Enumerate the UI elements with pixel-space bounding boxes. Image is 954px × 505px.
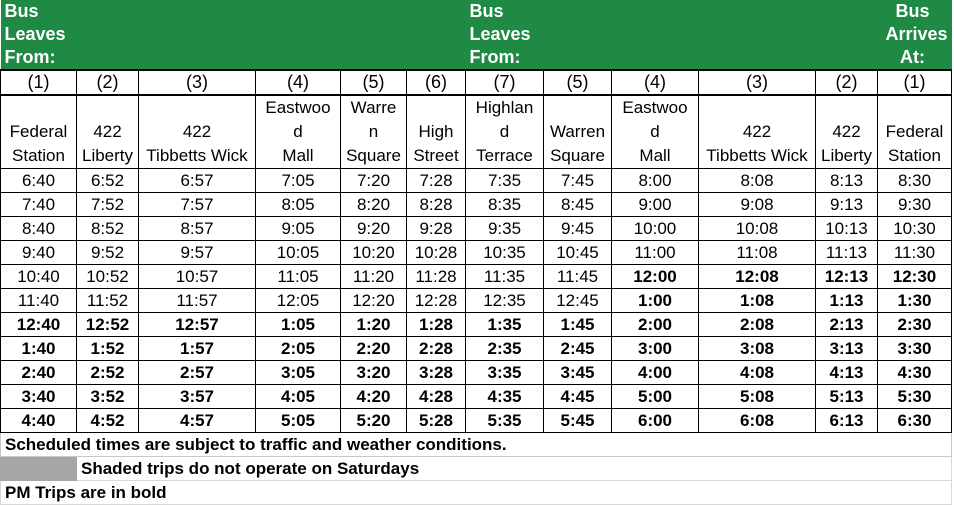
trip-time: 5:05 [256, 409, 341, 433]
stop-name-line: Federal [9, 122, 68, 141]
trip-time: 1:45 [544, 313, 612, 337]
trip-time: 2:00 [612, 313, 699, 337]
stop-number: (6) [407, 70, 466, 95]
stop-name-line: Tibbetts Wick [146, 146, 248, 165]
trip-time: 7:35 [466, 169, 544, 193]
note-row [1, 481, 952, 505]
trip-row [1, 217, 952, 241]
trip-time: 12:30 [878, 265, 952, 289]
trip-time: 8:30 [878, 169, 952, 193]
trip-time: 11:30 [878, 241, 952, 265]
trip-row [1, 289, 952, 313]
trip-time: 9:52 [77, 241, 139, 265]
header-line: From: [469, 47, 521, 67]
trip-time: 10:28 [407, 241, 466, 265]
trip-time: 1:40 [1, 337, 77, 361]
pm-bold-note: PM Trips are in bold [1, 481, 952, 505]
stop-name-line: Terrace [476, 146, 533, 165]
note-row [1, 433, 952, 457]
trip-time: 7:57 [139, 193, 256, 217]
trip-time: 1:20 [341, 313, 407, 337]
trip-time: 9:20 [341, 217, 407, 241]
stop-name [699, 95, 816, 169]
trip-time: 12:20 [341, 289, 407, 313]
trip-time: 1:08 [699, 289, 816, 313]
stop-name-row [1, 95, 952, 169]
trip-row [1, 265, 952, 289]
trip-time: 12:00 [612, 265, 699, 289]
shaded-note: Shaded trips do not operate on Saturdays [77, 457, 952, 481]
trip-row [1, 385, 952, 409]
trip-time: 10:00 [612, 217, 699, 241]
trip-row [1, 337, 952, 361]
trip-time: 10:20 [341, 241, 407, 265]
trip-time: 9:45 [544, 217, 612, 241]
trip-time: 1:00 [612, 289, 699, 313]
trip-time: 4:35 [466, 385, 544, 409]
trip-time: 8:40 [1, 217, 77, 241]
stop-number: (4) [256, 70, 341, 95]
trip-time: 5:20 [341, 409, 407, 433]
trip-time: 10:35 [466, 241, 544, 265]
trip-time: 5:13 [816, 385, 878, 409]
stop-name-line: Eastwoo [265, 98, 331, 117]
stop-name-line: Street [413, 146, 459, 165]
stop-name-line: Station [888, 146, 941, 165]
trip-time: 3:57 [139, 385, 256, 409]
trip-time: 10:57 [139, 265, 256, 289]
trip-time: 8:13 [816, 169, 878, 193]
trip-time: 5:30 [878, 385, 952, 409]
trip-time: 10:45 [544, 241, 612, 265]
stop-name-line: Warren [549, 122, 606, 141]
trip-time: 11:45 [544, 265, 612, 289]
stop-name-line: Liberty [81, 146, 134, 165]
stop-name-line: Square [550, 146, 605, 165]
trip-time: 9:35 [466, 217, 544, 241]
trip-time: 2:05 [256, 337, 341, 361]
header-row [1, 0, 952, 70]
stop-name-line: Mall [639, 146, 671, 165]
stop-number: (2) [77, 70, 139, 95]
stop-name [816, 95, 878, 169]
trip-time: 4:30 [878, 361, 952, 385]
trip-time: 12:52 [77, 313, 139, 337]
traffic-note: Scheduled times are subject to traffic and weather conditions. [1, 433, 952, 457]
stop-number: (3) [699, 70, 816, 95]
header-line: Leaves [469, 24, 531, 44]
trip-time: 6:08 [699, 409, 816, 433]
trip-time: 10:52 [77, 265, 139, 289]
stop-name-line: 422 [93, 122, 122, 141]
trip-time: 3:40 [1, 385, 77, 409]
stop-name-line: n [368, 122, 379, 141]
trip-time: 10:13 [816, 217, 878, 241]
trip-time: 5:45 [544, 409, 612, 433]
bus-leaves-from-left [1, 0, 77, 70]
note-row [1, 457, 952, 481]
trip-time: 4:57 [139, 409, 256, 433]
header-line: Bus [469, 1, 504, 21]
stop-name-line: High [418, 122, 454, 141]
stop-number: (7) [466, 70, 544, 95]
header-line: Bus [895, 1, 930, 21]
trip-time: 2:57 [139, 361, 256, 385]
trip-time: 8:00 [612, 169, 699, 193]
stop-name-line: Station [12, 146, 65, 165]
trip-row [1, 241, 952, 265]
stop-name [466, 95, 544, 169]
stop-name [612, 95, 699, 169]
trip-time: 2:28 [407, 337, 466, 361]
trip-time: 4:52 [77, 409, 139, 433]
trip-time: 4:20 [341, 385, 407, 409]
stop-name-line: Square [346, 146, 401, 165]
trip-time: 11:08 [699, 241, 816, 265]
trip-time: 7:40 [1, 193, 77, 217]
trip-time: 3:00 [612, 337, 699, 361]
trip-time: 8:52 [77, 217, 139, 241]
stop-name-line: Liberty [820, 146, 873, 165]
stop-number: (4) [612, 70, 699, 95]
stop-number: (2) [816, 70, 878, 95]
shade-swatch [1, 457, 77, 481]
header-line: Arrives [885, 24, 948, 44]
trip-time: 9:28 [407, 217, 466, 241]
trip-time: 3:52 [77, 385, 139, 409]
bus-arrives-at [878, 0, 952, 70]
trip-time: 1:05 [256, 313, 341, 337]
trip-time: 11:13 [816, 241, 878, 265]
trip-time: 8:45 [544, 193, 612, 217]
trip-time: 10:08 [699, 217, 816, 241]
trip-time: 8:28 [407, 193, 466, 217]
stop-name-line: d [650, 122, 660, 141]
trip-time: 9:40 [1, 241, 77, 265]
stop-name-line: Eastwoo [622, 98, 688, 117]
trip-time: 3:05 [256, 361, 341, 385]
stop-name-line: Federal [885, 122, 944, 141]
stop-name [544, 95, 612, 169]
trip-time: 4:40 [1, 409, 77, 433]
trip-time: 6:00 [612, 409, 699, 433]
header-line: From: [4, 47, 56, 67]
stop-number: (1) [1, 70, 77, 95]
stop-number-row [1, 70, 952, 95]
trip-time: 11:57 [139, 289, 256, 313]
stop-name-line: 422 [742, 122, 772, 141]
trip-time: 9:05 [256, 217, 341, 241]
trip-time: 3:45 [544, 361, 612, 385]
header-spacer [612, 0, 878, 70]
trip-time: 12:28 [407, 289, 466, 313]
trip-row [1, 193, 952, 217]
header-spacer [77, 0, 466, 70]
trip-time: 5:08 [699, 385, 816, 409]
trip-time: 8:08 [699, 169, 816, 193]
trip-time: 3:35 [466, 361, 544, 385]
trip-time: 1:28 [407, 313, 466, 337]
trip-time: 12:05 [256, 289, 341, 313]
trip-time: 2:08 [699, 313, 816, 337]
trip-time: 3:30 [878, 337, 952, 361]
trip-row [1, 361, 952, 385]
trip-time: 11:35 [466, 265, 544, 289]
trip-time: 9:00 [612, 193, 699, 217]
trip-time: 1:52 [77, 337, 139, 361]
stop-name-line: Warre [350, 98, 397, 117]
trip-time: 12:13 [816, 265, 878, 289]
trip-time: 11:28 [407, 265, 466, 289]
trip-time: 8:20 [341, 193, 407, 217]
trip-time: 7:05 [256, 169, 341, 193]
stop-name [407, 95, 466, 169]
trip-row [1, 409, 952, 433]
trip-time: 6:40 [1, 169, 77, 193]
trip-time: 6:52 [77, 169, 139, 193]
stop-name-line: Tibbetts Wick [706, 146, 808, 165]
trip-time: 1:57 [139, 337, 256, 361]
stop-name-line: d [499, 122, 510, 141]
stop-name [1, 95, 77, 169]
trip-time: 7:28 [407, 169, 466, 193]
trip-time: 6:13 [816, 409, 878, 433]
stop-number: (5) [341, 70, 407, 95]
trip-time: 2:40 [1, 361, 77, 385]
trip-time: 4:13 [816, 361, 878, 385]
trip-time: 12:35 [466, 289, 544, 313]
trip-time: 3:20 [341, 361, 407, 385]
trip-time: 5:28 [407, 409, 466, 433]
trip-time: 11:40 [1, 289, 77, 313]
bus-leaves-from-middle [466, 0, 612, 70]
trip-time: 4:00 [612, 361, 699, 385]
trip-time: 8:05 [256, 193, 341, 217]
trip-time: 3:28 [407, 361, 466, 385]
trip-time: 9:57 [139, 241, 256, 265]
stop-number: (3) [139, 70, 256, 95]
trip-time: 2:13 [816, 313, 878, 337]
stop-name [878, 95, 952, 169]
trip-time: 8:57 [139, 217, 256, 241]
trip-time: 7:52 [77, 193, 139, 217]
trip-time: 9:08 [699, 193, 816, 217]
header-line: Bus [4, 1, 39, 21]
stop-name [139, 95, 256, 169]
stop-name-line: d [293, 122, 303, 141]
trip-time: 10:30 [878, 217, 952, 241]
stop-number: (5) [544, 70, 612, 95]
trip-time: 12:45 [544, 289, 612, 313]
trip-time: 12:40 [1, 313, 77, 337]
trip-time: 7:45 [544, 169, 612, 193]
trip-time: 11:52 [77, 289, 139, 313]
trip-time: 4:28 [407, 385, 466, 409]
trip-time: 2:52 [77, 361, 139, 385]
trip-time: 4:08 [699, 361, 816, 385]
stop-name-line: Mall [282, 146, 314, 165]
trip-time: 11:05 [256, 265, 341, 289]
stop-name [341, 95, 407, 169]
trip-time: 10:05 [256, 241, 341, 265]
stop-number: (1) [878, 70, 952, 95]
stop-name-line: 422 [182, 122, 212, 141]
trip-time: 6:57 [139, 169, 256, 193]
trip-time: 1:35 [466, 313, 544, 337]
stop-name [256, 95, 341, 169]
trip-time: 9:13 [816, 193, 878, 217]
trip-time: 4:05 [256, 385, 341, 409]
trip-time: 11:00 [612, 241, 699, 265]
trip-time: 12:08 [699, 265, 816, 289]
trip-time: 12:57 [139, 313, 256, 337]
trip-time: 2:35 [466, 337, 544, 361]
trip-time: 5:00 [612, 385, 699, 409]
trip-time: 2:45 [544, 337, 612, 361]
trip-time: 8:35 [466, 193, 544, 217]
trip-time: 6:30 [878, 409, 952, 433]
stop-name-line: 422 [832, 122, 861, 141]
trip-time: 5:35 [466, 409, 544, 433]
trip-time: 9:30 [878, 193, 952, 217]
stop-name [77, 95, 139, 169]
trip-time: 1:30 [878, 289, 952, 313]
trip-row [1, 169, 952, 193]
trip-time: 7:20 [341, 169, 407, 193]
trip-time: 2:20 [341, 337, 407, 361]
trip-time: 3:13 [816, 337, 878, 361]
trip-time: 2:30 [878, 313, 952, 337]
trip-time: 11:20 [341, 265, 407, 289]
trip-time: 1:13 [816, 289, 878, 313]
stop-name-line: Highlan [475, 98, 534, 117]
header-line: Leaves [4, 24, 66, 44]
trip-row [1, 313, 952, 337]
trip-time: 10:40 [1, 265, 77, 289]
trip-time: 3:08 [699, 337, 816, 361]
trip-time: 4:45 [544, 385, 612, 409]
header-line: At: [900, 47, 925, 67]
